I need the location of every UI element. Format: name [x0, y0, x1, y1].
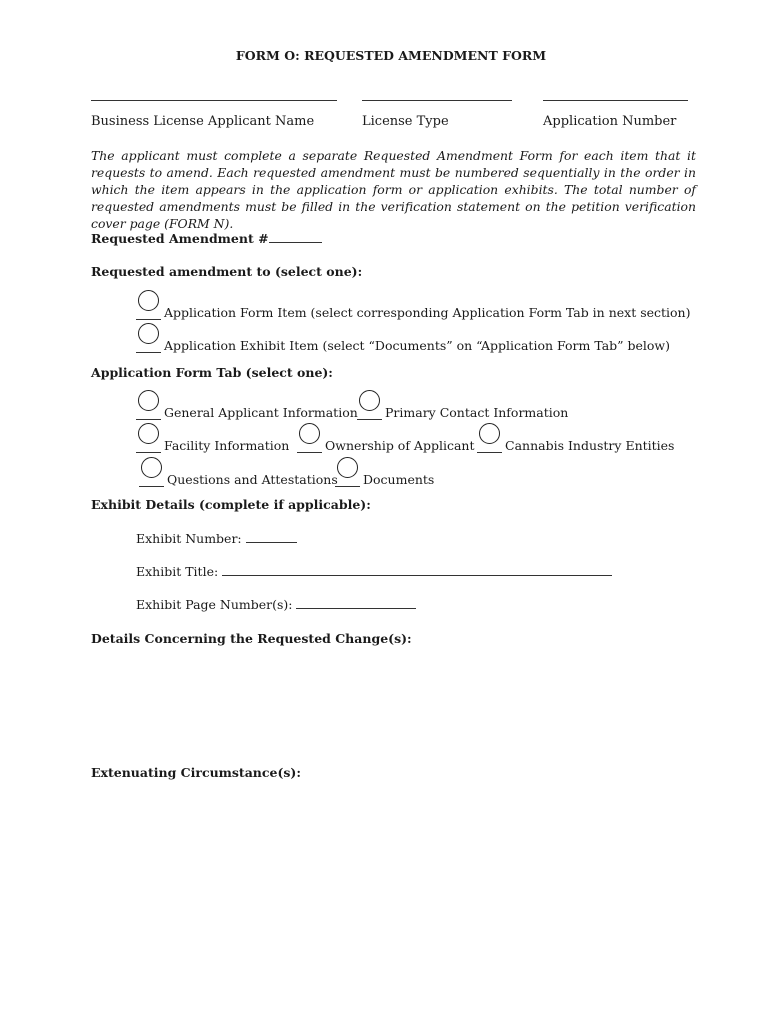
- form-tab-heading: Application Form Tab (select one):: [91, 365, 333, 380]
- applicant-name-line[interactable]: [91, 100, 337, 101]
- option-label: Cannabis Industry Entities: [505, 438, 675, 453]
- exhibit-title-field[interactable]: [222, 564, 612, 576]
- option-label: Questions and Attestations: [167, 472, 338, 487]
- radio-button[interactable]: [357, 397, 382, 420]
- license-type-line[interactable]: [362, 100, 512, 101]
- application-number-label: Application Number: [543, 114, 677, 129]
- radio-circle-icon: [299, 423, 320, 444]
- amendment-number-field[interactable]: [269, 231, 322, 243]
- radio-button[interactable]: [139, 464, 164, 487]
- amendment-number-row: [91, 231, 322, 246]
- option-label: Primary Contact Information: [385, 405, 569, 420]
- applicant-name-label: Business License Applicant Name: [91, 114, 315, 129]
- tab-option-primary-contact[interactable]: [357, 397, 568, 420]
- exhibit-title-label: Exhibit Title:: [136, 564, 219, 579]
- radio-button[interactable]: [136, 397, 161, 420]
- exhibit-title-row: [136, 564, 612, 579]
- license-type-label: License Type: [362, 114, 449, 129]
- exhibit-page-field[interactable]: [296, 597, 416, 609]
- tab-option-cannabis-entities[interactable]: [477, 430, 674, 453]
- radio-circle-icon: [138, 423, 159, 444]
- instructions-paragraph: The applicant must complete a separate Requested Amendment Form for each item that it requests to amend. Each requested amendment must be numbered sequentially in the order in which the item appears in the application form or application exhibits. The total number of requested amendments must be filled in the verification statement on the petition verification cover page (FORM N).: [91, 148, 696, 231]
- form-title: FORM O: REQUESTED AMENDMENT FORM: [235, 48, 547, 63]
- option-label: Application Form Item (select corresponding Application Form Tab in next section): [164, 305, 691, 320]
- amendment-number-label: Requested Amendment #: [91, 231, 269, 246]
- exhibit-number-row: [136, 531, 297, 546]
- extenuating-heading: Extenuating Circumstance(s):: [91, 765, 301, 780]
- option-application-exhibit-item[interactable]: [136, 330, 670, 353]
- tab-option-documents[interactable]: [335, 464, 434, 487]
- exhibit-number-field[interactable]: [246, 531, 297, 543]
- option-label: Application Exhibit Item (select “Documents” on “Application Form Tab” below): [164, 338, 671, 353]
- radio-button[interactable]: [335, 464, 360, 487]
- radio-circle-icon: [138, 290, 159, 311]
- exhibit-page-row: [136, 597, 416, 612]
- radio-circle-icon: [359, 390, 380, 411]
- exhibit-heading: Exhibit Details (complete if applicable):: [91, 497, 371, 512]
- option-label: General Applicant Information: [164, 405, 358, 420]
- radio-circle-icon: [479, 423, 500, 444]
- radio-button[interactable]: [136, 330, 161, 353]
- option-application-form-item[interactable]: [136, 297, 691, 320]
- exhibit-number-label: Exhibit Number:: [136, 531, 242, 546]
- tab-option-questions[interactable]: [139, 464, 338, 487]
- details-heading: Details Concerning the Requested Change(s):: [91, 631, 412, 646]
- radio-circle-icon: [138, 323, 159, 344]
- radio-circle-icon: [141, 457, 162, 478]
- tab-option-general-applicant[interactable]: [136, 397, 358, 420]
- option-label: Documents: [363, 472, 435, 487]
- tab-option-ownership[interactable]: [297, 430, 475, 453]
- option-label: Ownership of Applicant: [325, 438, 475, 453]
- exhibit-page-label: Exhibit Page Number(s):: [136, 597, 293, 612]
- amend-to-heading: Requested amendment to (select one):: [91, 264, 363, 279]
- radio-button[interactable]: [297, 430, 322, 453]
- tab-option-facility[interactable]: [136, 430, 289, 453]
- radio-button[interactable]: [136, 430, 161, 453]
- application-number-line[interactable]: [543, 100, 688, 101]
- radio-button[interactable]: [136, 297, 161, 320]
- radio-circle-icon: [337, 457, 358, 478]
- radio-button[interactable]: [477, 430, 502, 453]
- option-label: Facility Information: [164, 438, 290, 453]
- radio-circle-icon: [138, 390, 159, 411]
